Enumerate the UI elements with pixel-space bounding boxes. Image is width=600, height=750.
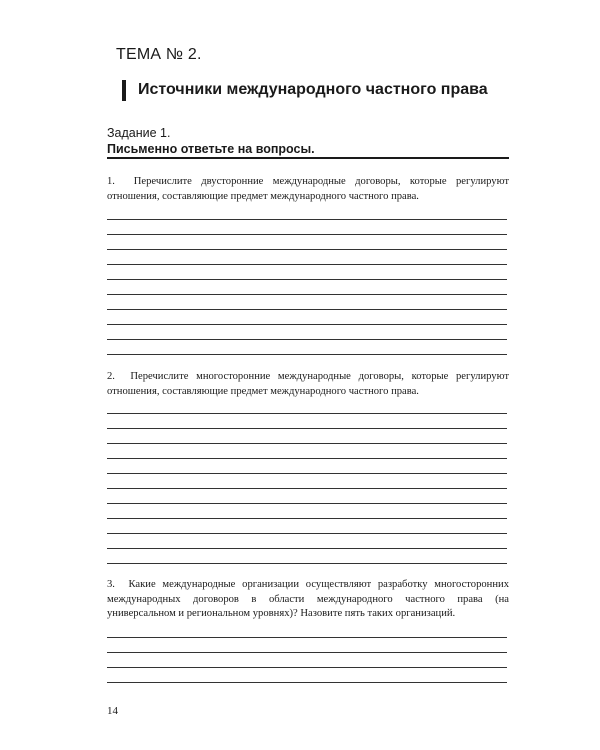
answer-line: [107, 473, 507, 474]
answer-line: [107, 234, 507, 235]
question-1: [107, 175, 509, 204]
answer-line: [107, 652, 507, 653]
answer-line: [107, 294, 507, 295]
task-divider: [107, 157, 509, 159]
question-text: Какие международные организации осуществляют разработку многосторонних международных договоров в области международного частного права (на универсальном и региональном уровнях)? Назовите пять таких организаций.: [107, 579, 509, 619]
answer-line: [107, 354, 507, 355]
question-text: Перечислите двусторонние международные договоры, которые регулируют отношения, составляющие предмет международного частного права.: [107, 176, 509, 202]
question-3: [107, 578, 509, 622]
answer-line: [107, 548, 507, 549]
answer-line: [107, 533, 507, 534]
answer-line: [107, 249, 507, 250]
answer-line: [107, 339, 507, 340]
answer-line: [107, 219, 507, 220]
answer-line: [107, 637, 507, 638]
answer-line: [107, 264, 507, 265]
answer-line: [107, 309, 507, 310]
answer-line: [107, 458, 507, 459]
answer-line: [107, 682, 507, 683]
answer-line: [107, 488, 507, 489]
page-number: 14: [107, 705, 118, 717]
question-number: 1.: [107, 176, 134, 187]
task-label: Задание 1.: [107, 126, 171, 140]
section-title: Источники международного частного права: [138, 81, 488, 98]
section-marker-bar: [122, 80, 126, 101]
question-2: [107, 370, 509, 399]
task-instruction: Письменно ответьте на вопросы.: [107, 142, 315, 156]
answer-line: [107, 324, 507, 325]
question-number: 2.: [107, 371, 131, 382]
answer-line: [107, 279, 507, 280]
topic-title: ТЕМА № 2.: [116, 46, 202, 63]
question-number: 3.: [107, 579, 129, 590]
answer-line: [107, 503, 507, 504]
question-text: Перечислите многосторонние международные договоры, которые регулируют отношения, составляющие предмет международного частного права.: [107, 371, 509, 397]
answer-line: [107, 443, 507, 444]
answer-line: [107, 413, 507, 414]
answer-line: [107, 428, 507, 429]
answer-line: [107, 667, 507, 668]
answer-line: [107, 518, 507, 519]
answer-line: [107, 563, 507, 564]
